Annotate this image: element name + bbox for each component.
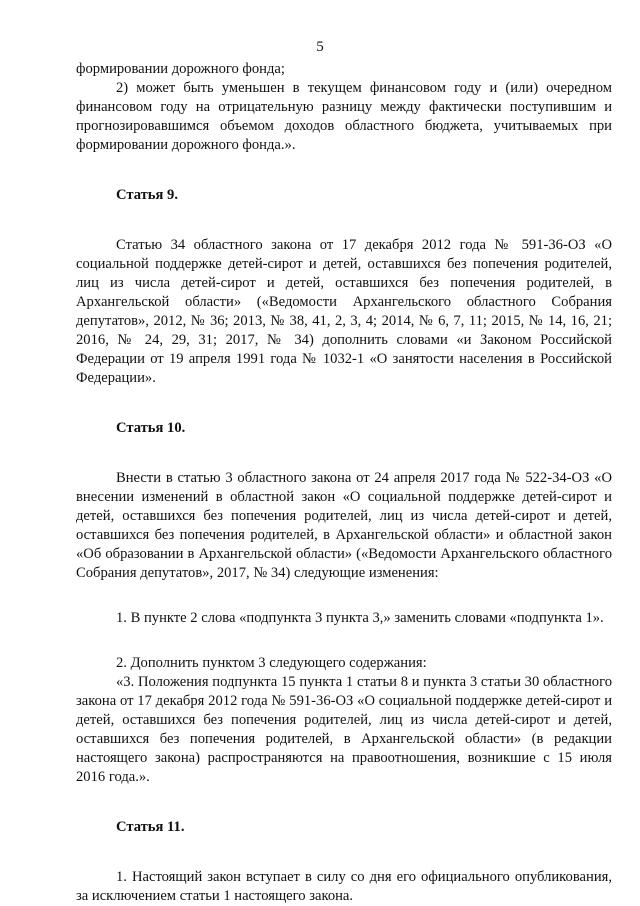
article-11-heading: Статья 11. [116, 819, 185, 835]
article-10-text: Внести в статью 3 областного закона от 24 апреля 2017 года № 522-34-ОЗ «О внесении изменений в областной закон «О социальной поддержке детей-сирот и детей, оставшихся без попечения родителей, лиц из числа детей-сирот и детей, оставшихся без попечения родителей, в Архангельской области» и областной закон «Об образовании в Архангельской области» («Ведомости Архангельского областного Собрания депутатов», 2017, № 34) следующие изменения: [76, 470, 612, 581]
article-9-heading: Статья 9. [116, 187, 178, 203]
article-10-heading: Статья 10. [116, 420, 186, 436]
article-11-item-1: 1. Настоящий закон вступает в силу со дня его официального опубликования, за исключением статьи 1 настоящего закона. [76, 869, 612, 904]
article-9-text: Статью 34 областного закона от 17 декабря 2012 года № 591-36-ОЗ «О социальной поддержке детей-сирот и детей, оставшихся без попечения родителей, лиц из числа детей-сирот и детей, оставшихся без попечения родителей, в Архангельской области» («Ведомости Архангельского областного Собрания депутатов», 2012, № 36; 2013, № 38, 41, 2, 3, 4; 2014, № 6, 7, 11; 2015, № 14, 16, 21; 2016, № 24, 29, 31; 2017, № 34) дополнить словами «и Законом Российской Федерации от 19 апреля 1991 года № 1032-1 «О занятости населения в Российской Федерации». [76, 237, 612, 386]
paragraph-continuation: формировании дорожного фонда; [76, 61, 285, 77]
article-10-item-1: 1. В пункте 2 слова «подпункта 3 пункта 3,» заменить словами «подпункта 1». [116, 610, 604, 626]
article-10-item-2: 2. Дополнить пунктом 3 следующего содержания: [116, 655, 427, 671]
page-number: 5 [316, 39, 324, 55]
document-body [76, 60, 612, 906]
article-10-item-2-quote: «3. Положения подпункта 15 пункта 1 статьи 8 и пункта 3 статьи 30 областного закона от 17 декабря 2012 года № 591-36-ОЗ «О социальной поддержке детей-сирот и детей, оставшихся без попечения родителей, лиц из числа детей-сирот и детей, оставшихся без попечения родителей, в Архангельской области» (в редакции настоящего закона) распространяются на правоотношения, возникшие с 15 июля 2016 года.». [76, 674, 612, 785]
paragraph-item-2: 2) может быть уменьшен в текущем финансовом году и (или) очередном финансовом году на отрицательную разницу между фактически поступившим и прогнозировавшимся объемом доходов областного бюджета, учитываемых при формировании дорожного фонда.». [76, 80, 612, 153]
